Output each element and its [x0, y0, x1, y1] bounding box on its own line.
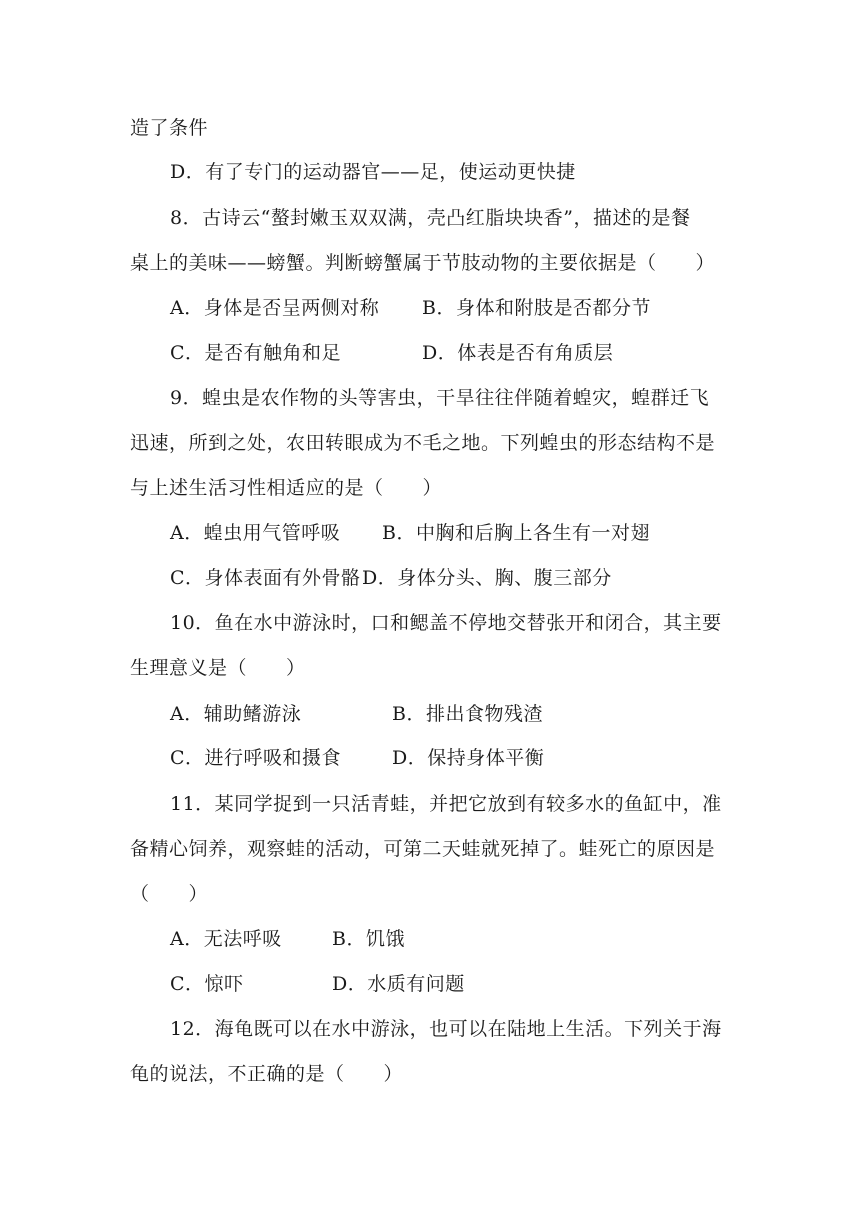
question-11-line-2: 备精心饲养，观察蛙的活动，可第二天蛙就死掉了。蛙死亡的原因是 — [130, 838, 716, 860]
question-10-options-row-1 — [170, 702, 730, 726]
option-q8-c: C．是否有触角和足 — [170, 342, 342, 364]
question-12-line-2: 龟的说法，不正确的是（ ） — [130, 1063, 404, 1085]
option-q11-a: A．无法呼吸 — [170, 928, 282, 950]
question-12-line-1: 12．海龟既可以在水中游泳，也可以在陆地上生活。下列关于海 — [170, 1018, 722, 1040]
question-9-options-row-2 — [170, 566, 730, 590]
question-10-options-row-2 — [170, 746, 730, 770]
question-9-line-1: 9．蝗虫是农作物的头等害虫，干旱往往伴随着蝗灾，蝗群迁飞 — [170, 387, 710, 409]
question-11-line-1: 11．某同学捉到一只活青蛙，并把它放到有较多水的鱼缸中，准 — [170, 793, 722, 815]
text-line-continuation: 造了条件 — [130, 117, 209, 139]
question-8-line-2: 桌上的美味——螃蟹。判断螃蟹属于节肢动物的主要依据是（ ） — [130, 252, 716, 274]
question-8-options-row-1 — [170, 296, 730, 320]
option-q10-a: A．辅助鳍游泳 — [170, 703, 302, 725]
option-q8-a: A．身体是否呈两侧对称 — [170, 297, 380, 319]
option-q10-c: C．进行呼吸和摄食 — [170, 747, 342, 769]
option-q9-c: C．身体表面有外骨骼 — [170, 567, 361, 589]
option-q11-c: C．惊吓 — [170, 973, 244, 995]
option-q8-d: D．体表是否有角质层 — [422, 342, 614, 364]
question-9-line-3: 与上述生活习性相适应的是（ ） — [130, 477, 443, 499]
option-q11-d: D．水质有问题 — [332, 973, 465, 995]
question-11-options-row-2 — [170, 972, 730, 996]
option-q10-b: B．排出食物残渣 — [392, 703, 543, 725]
question-11-line-3: （ ） — [130, 883, 209, 905]
option-q11-b: B．饥饿 — [332, 928, 405, 950]
question-8-line-1: 8．古诗云“螯封嫩玉双双满，壳凸红脂块块香”，描述的是餐 — [170, 207, 691, 229]
question-10-line-1: 10．鱼在水中游泳时，口和鳃盖不停地交替张开和闭合，其主要 — [170, 612, 722, 634]
question-9-line-2: 迅速，所到之处，农田转眼成为不毛之地。下列蝗虫的形态结构不是 — [130, 432, 716, 454]
option-q9-d: D．身体分头、胸、腹三部分 — [362, 567, 612, 589]
option-q9-a: A．蝗虫用气管呼吸 — [170, 522, 341, 544]
question-9-options-row-1 — [170, 521, 730, 545]
question-10-line-2: 生理意义是（ ） — [130, 657, 306, 679]
option-q10-d: D．保持身体平衡 — [392, 747, 545, 769]
option-q8-b: B．身体和附肢是否都分节 — [422, 297, 651, 319]
question-8-options-row-2 — [170, 341, 730, 365]
option-q7-d: D．有了专门的运动器官——足，使运动更快捷 — [170, 161, 576, 183]
option-q9-b: B．中胸和后胸上各生有一对翅 — [382, 522, 650, 544]
question-11-options-row-1 — [170, 927, 730, 951]
